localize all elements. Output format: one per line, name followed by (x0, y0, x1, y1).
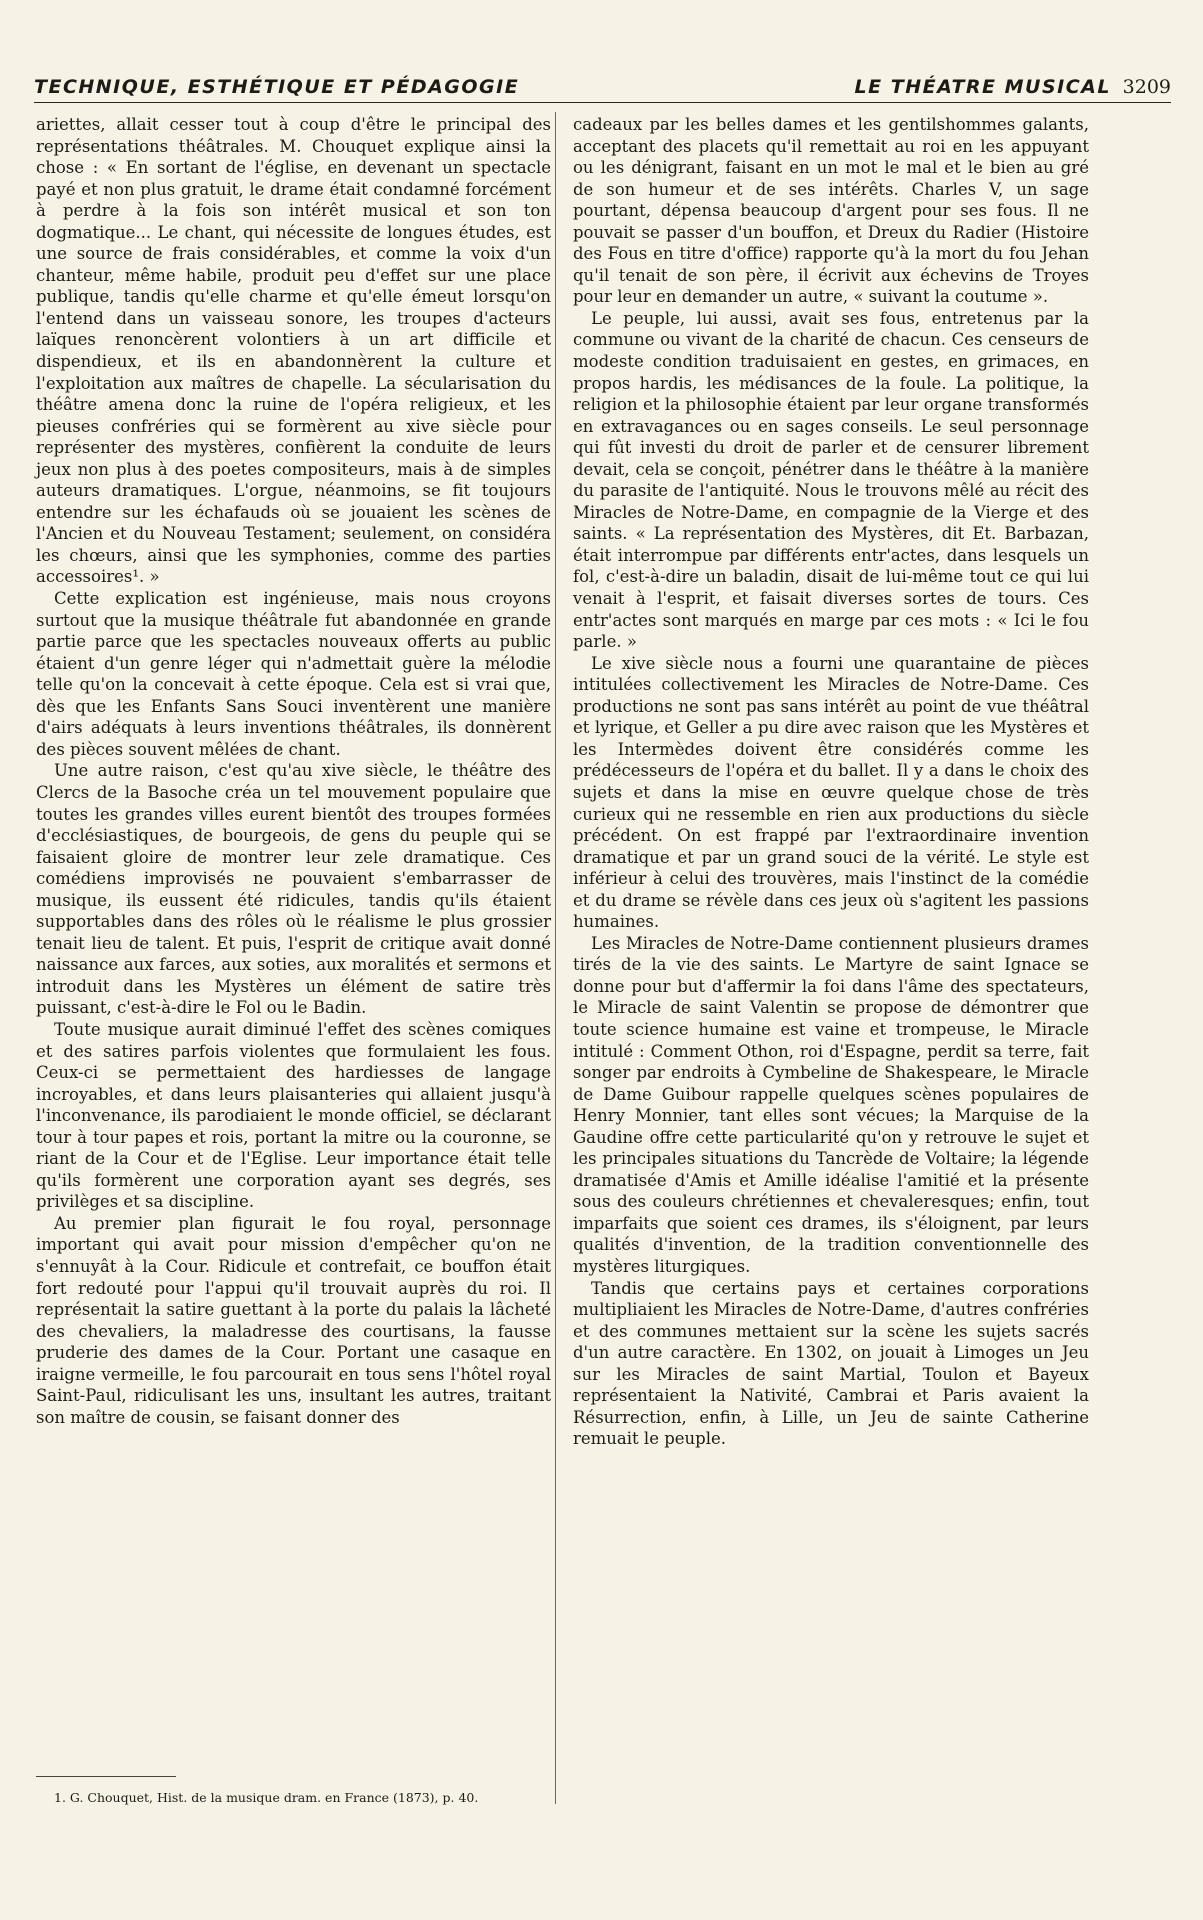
page-number: 3209 (1122, 76, 1171, 98)
paragraph: Le peuple, lui aussi, avait ses fous, entretenus par la commune ou vivant de la charité de chacun. Ces censeurs de modeste condition traduisaient en gestes, en grimaces, en propos hardis, les médisances de la foule. La politique, la religion et la philosophie étaient par leur organe transformés en extravagances ou en sages conseils. Le seul personnage qui fût investi du droit de parler et de censurer librement devait, cela se conçoit, pénétrer dans le théâtre à la manière du parasite de l'antiquité. Nous le trouvons mêlé au récit des Miracles de Notre-Dame, en compagnie de la Vierge et des saints. « La représentation des Mystères, dit Et. Barbazan, était interrompue par différents entr'actes, dans lesquels un fol, c'est-à-dire un baladin, disait de lui-même tout ce qui lui venait à l'esprit, et faisait diverses sortes de tours. Ces entr'actes sont marqués en marge par ces mots : « Ici le fou parle. » (573, 308, 1089, 652)
footnote-rule (36, 1776, 176, 1777)
header-left-title: TECHNIQUE, ESTHÉTIQUE ET PÉDAGOGIE (34, 76, 520, 98)
paragraph: Au premier plan figurait le fou royal, personnage important qui avait pour mission d'empêcher qu'on ne s'ennuyât à la Cour. Ridicule et contrefait, ce bouffon était fort redouté pour l'appui qu'il trouvait auprès du roi. Il représentait la satire guettant à la porte du palais la lâcheté des chevaliers, la maladresse des courtisans, la fausse pruderie des dames de la Cour. Portant une casaque en iraigne vermeille, le fou parcourait en tous sens l'hôtel royal Saint-Paul, ridiculisant les uns, insultant les autres, traitant son maître de cousin, se faisant donner des (36, 1213, 551, 1427)
header-rule (34, 102, 1171, 103)
running-header (34, 76, 1171, 102)
paragraph: Tandis que certains pays et certaines corporations multipliaient les Miracles de Notre-Dame, d'autres confréries et des communes mettaient sur la scène les sujets sacrés d'un autre caractère. En 1302, on jouait à Limoges un Jeu sur les Miracles de saint Martial, Toulon et Bayeux représentaient la Nativité, Cambrai et Paris avaient la Résurrection, enfin, à Lille, un Jeu de sainte Catherine remuait le peuple. (573, 1278, 1089, 1449)
paragraph: Le xive siècle nous a fourni une quarantaine de pièces intitulées collectivement les Miracles de Notre-Dame. Ces productions ne sont pas sans intérêt au point de vue théâtral et lyrique, et Geller a pu dire avec raison que les Mystères et les Intermèdes doivent être considérés comme les prédécesseurs de l'opéra et du ballet. Il y a dans le choix des sujets et dans la mise en œuvre quelque chose de très curieux qui ne ressemble en rien aux productions du siècle précédent. On est frappé par l'extraordinaire invention dramatique et par un grand souci de la vérité. Le style est inférieur à celui des trouvères, mais l'instinct de la comédie et du drame se révèle dans ces jeux où s'agitent les passions humaines. (573, 653, 1089, 932)
paragraph: cadeaux par les belles dames et les gentilshommes galants, acceptant des placets qu'il remettait au roi en les appuyant ou les dénigrant, faisant en un mot le mal et le bien au gré de son humeur et de ses intérêts. Charles V, un sage pourtant, dépensa beaucoup d'argent pour ses fous. Il ne pouvait se passer d'un bouffon, et Dreux du Radier (Histoire des Fous en titre d'office) rapporte qu'à la mort du fou Jehan qu'il tenait de son père, il écrivit aux échevins de Troyes pour leur en demander un autre, « suivant la coutume ». (573, 115, 1089, 307)
paragraph: Une autre raison, c'est qu'au xive siècle, le théâtre des Clercs de la Basoche créa un tel mouvement populaire que toutes les grandes villes eurent bientôt des troupes formées d'ecclésiastiques, de bourgeois, de gens du peuple qui se faisaient gloire de montrer leur zele dramatique. Ces comédiens improvisés ne pouvaient s'embarrasser de musique, ils eussent été ridicules, tandis qu'ils étaient supportables dans des rôles où le réalisme le plus grossier tenait lieu de talent. Et puis, l'esprit de critique avait donné naissance aux farces, aux soties, aux moralités et sermons et introduit dans les Mystères un élément de satire très puissant, c'est-à-dire le Fol ou le Badin. (36, 761, 551, 1018)
header-right-title: LE THÉATRE MUSICAL (854, 76, 1111, 98)
left-column (36, 114, 551, 1428)
footnote: 1. G. Chouquet, Hist. de la musique dram. en France (1873), p. 40. (54, 1790, 479, 1805)
paragraph: ariettes, allait cesser tout à coup d'être le principal des représentations théâtrales. M. Chouquet explique ainsi la chose : « En sortant de l'église, en devenant un spectacle payé et non plus gratuit, le drame était condamné forcément à perdre à la fois son intérêt musical et son ton dogmatique... Le chant, qui nécessite de longues études, est une source de frais considérables, et comme la voix d'un chanteur, même habile, produit peu d'effet sur une place publique, tandis qu'elle charme et qu'elle émeut lorsqu'on l'entend dans un vaisseau sonore, les troupes d'acteurs laïques renoncèrent volontiers à un art difficile et dispendieux, et ils en abandonnèrent la culture et l'exploitation aux maîtres de chapelle. La sécularisation du théâtre amena donc la ruine de l'opéra religieux, et les pieuses confréries qui se formèrent au xive siècle pour représenter des mystères, confièrent la conduite de leurs jeux non plus à des poetes compositeurs, mais à de simples auteurs dramatiques. L'orgue, néanmoins, se fit toujours entendre sur les échafauds où se jouaient les scènes de l'Ancien et du Nouveau Testament; seulement, on considéra les chœurs, ainsi que les symphonies, comme des parties accessoires¹. » (36, 115, 551, 587)
right-column (573, 114, 1089, 1450)
paragraph: Toute musique aurait diminué l'effet des scènes comiques et des satires parfois violentes que formulaient les fous. Ceux-ci se permettaient des hardiesses de langage incroyables, et dans leurs plaisanteries qui allaient jusqu'à l'inconvenance, ils parodiaient le monde officiel, se déclarant tour à tour papes et rois, portant la mitre ou la couronne, se riant de la Cour et de l'Eglise. Leur importance était telle qu'ils formèrent une corporation ayant ses degrés, ses privilèges et sa discipline. (36, 1019, 551, 1212)
paragraph: Les Miracles de Notre-Dame contiennent plusieurs drames tirés de la vie des saints. Le Martyre de saint Ignace se donne pour but d'affermir la foi dans l'âme des spectateurs, le Miracle de saint Valentin se propose de démontrer que toute science humaine est vaine et trompeuse, le Miracle intitulé : Comment Othon, roi d'Espagne, perdit sa terre, fait songer par endroits à Cymbeline de Shakespeare, le Miracle de Dame Guibour rappelle quelques scènes populaires de Henry Monnier, tant elles sont vécues; la Marquise de la Gaudine offre cette particularité qu'on y retrouve le sujet et les principales situations du Tancrède de Voltaire; la légende dramatisée d'Amis et Amille idéalise l'amitié et la présente sous des couleurs chrétiennes et chevaleresques; enfin, tout imparfaits que soient ces drames, ils s'éloignent, par leurs qualités d'invention, de la tradition conventionnelle des mystères liturgiques. (573, 933, 1089, 1276)
column-divider (555, 112, 556, 1804)
paragraph: Cette explication est ingénieuse, mais nous croyons surtout que la musique théâtrale fut abandonnée en grande partie parce que les spectacles nouveaux offerts au public étaient d'un genre léger qui n'admettait guère la mélodie telle qu'on la concevait à cette époque. Cela est si vrai que, dès que les Enfants Sans Souci inventèrent une manière d'airs adéquats à leurs inventions théâtrales, ils donnèrent des pièces souvent mêlées de chant. (36, 589, 551, 759)
